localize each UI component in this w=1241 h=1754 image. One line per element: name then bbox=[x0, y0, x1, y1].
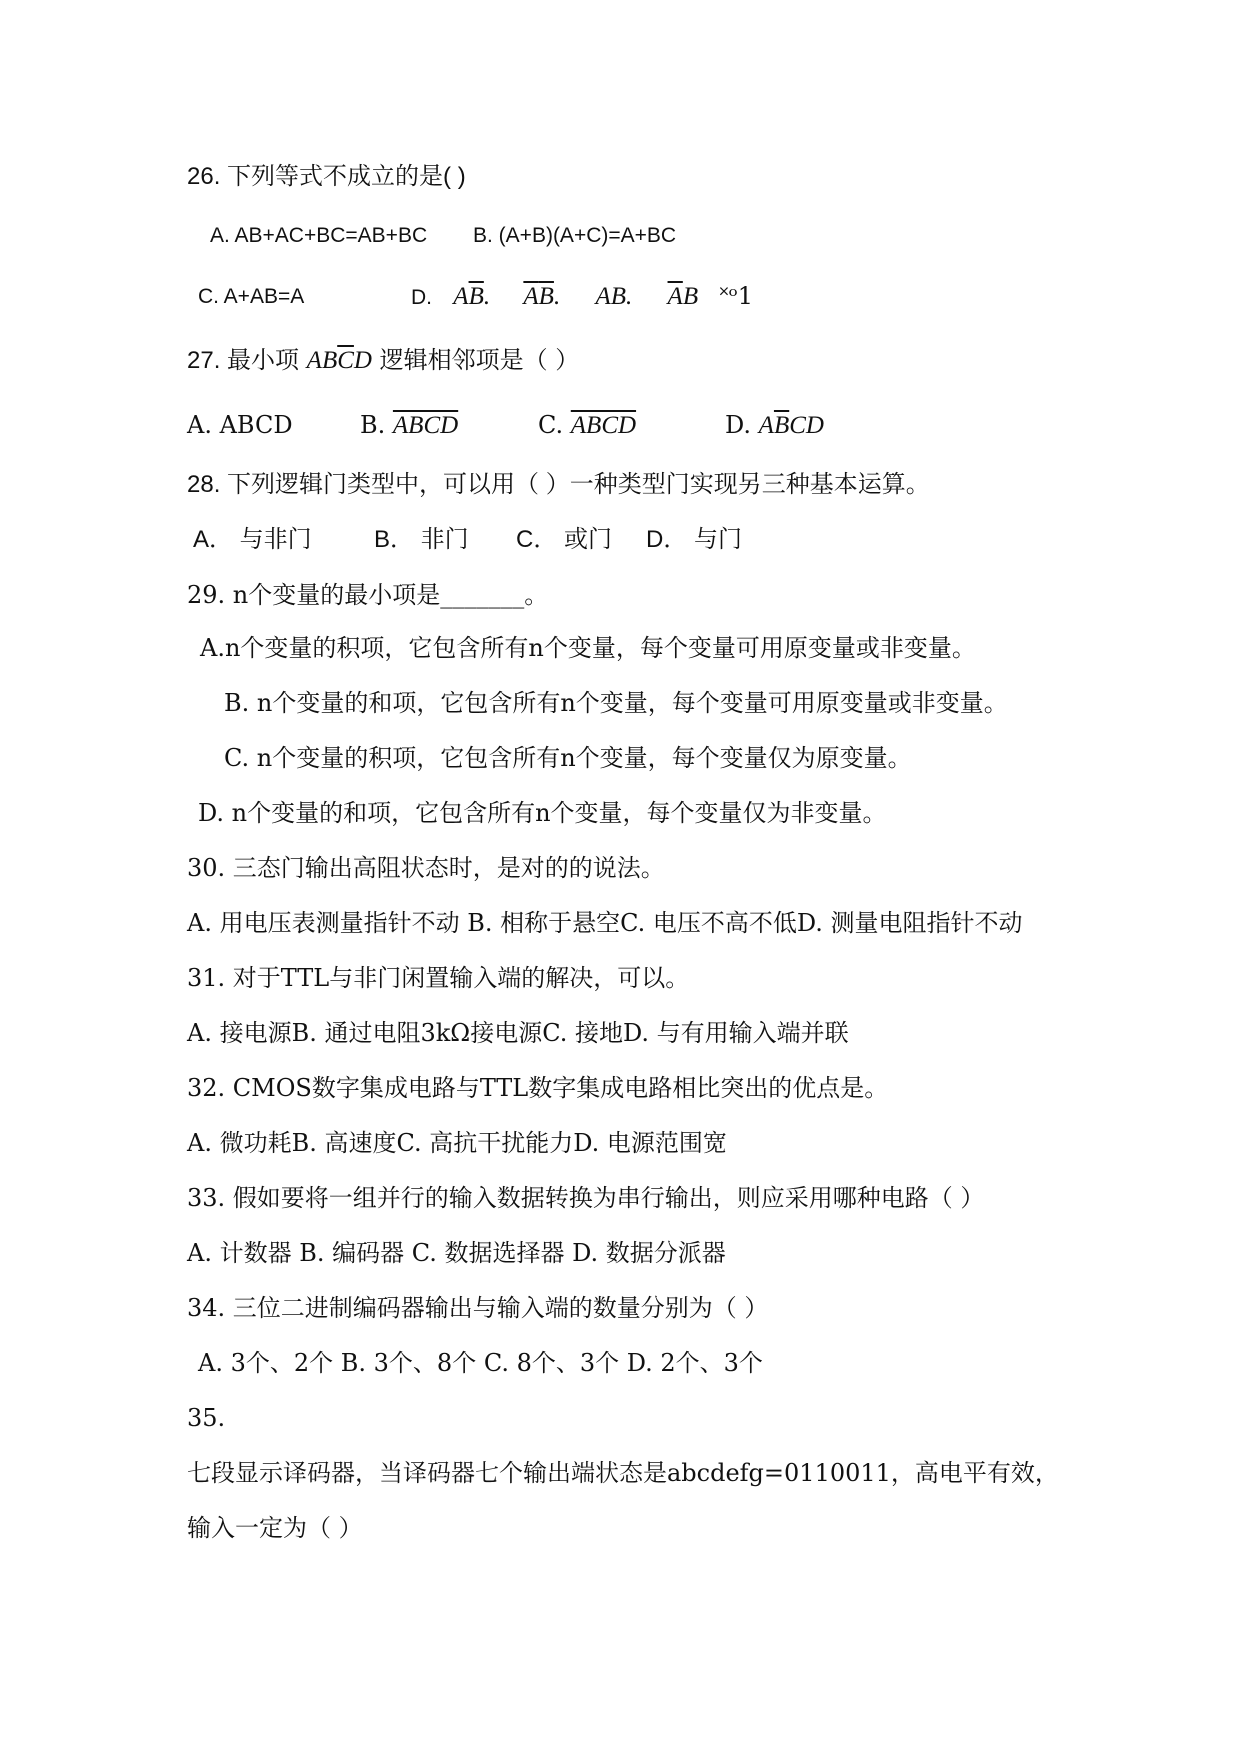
q29-option-c: C. n个变量的积项，它包含所有n个变量，每个变量仅为原变量。 bbox=[224, 744, 912, 772]
q32-options: A. 微功耗B. 高速度C. 高抗干扰能力D. 电源范围宽 bbox=[187, 1129, 727, 1157]
q27-stem: 27. 最小项 $AB\overline{C}D$ 逻辑相邻项是（ ） bbox=[187, 346, 580, 374]
q26-stem: 26. 下列等式不成立的是( ) bbox=[187, 163, 466, 190]
q29-option-b: B. n个变量的和项，它包含所有n个变量，每个变量可用原变量或非变量。 bbox=[224, 689, 1008, 717]
q26-d-term1: $A\overline{B}$. bbox=[453, 283, 491, 310]
q27-option-d: D. $A\overline{B}CD$ bbox=[725, 411, 824, 439]
q34-options: A. 3个、2个 B. 3个、8个 C. 8个、3个 D. 2个、3个 bbox=[198, 1349, 763, 1377]
q28-option-a: A． 与非门 bbox=[193, 526, 312, 553]
q26-option-c: C. A+AB=A bbox=[198, 285, 305, 308]
q31-options: A. 接电源B. 通过电阻3kΩ接电源C. 接地D. 与有用输入端并联 bbox=[187, 1019, 849, 1047]
q33-options: A. 计数器 B. 编码器 C. 数据选择器 D. 数据分派器 bbox=[187, 1239, 726, 1267]
q27-option-b: B. ABCD bbox=[360, 411, 459, 439]
q27-option-a: A. ABCD bbox=[187, 411, 293, 439]
q28-option-d: D． 与门 bbox=[646, 526, 742, 553]
q29-stem: 29. n个变量的最小项是_______。 bbox=[187, 581, 549, 609]
q26-option-a: A. AB+AC+BC=AB+BC bbox=[210, 224, 428, 247]
q29-option-a: A.n个变量的积项，它包含所有n个变量，每个变量可用原变量或非变量。 bbox=[200, 634, 976, 662]
q30-stem: 30. 三态门输出高阻状态时，是对的的说法。 bbox=[187, 854, 665, 882]
q26-d-term3: AB. bbox=[595, 283, 633, 310]
q26-d-term2: $\overline{A}\overline{B}$. bbox=[523, 283, 561, 310]
q27-term: $AB\overline{C}D$ bbox=[306, 347, 372, 374]
q30-options: A. 用电压表测量指针不动 B. 相称于悬空C. 电压不高不低D. 测量电阻指针不动 bbox=[187, 909, 1023, 937]
q29-option-d: D. n个变量的和项，它包含所有n个变量，每个变量仅为非变量。 bbox=[198, 799, 887, 827]
q26-option-d bbox=[411, 281, 753, 313]
q34-stem: 34. 三位二进制编码器输出与输入端的数量分别为（ ） bbox=[187, 1294, 769, 1322]
q32-stem: 32. CMOS数字集成电路与TTL数字集成电路相比突出的优点是。 bbox=[187, 1074, 889, 1102]
q28-stem: 28. 下列逻辑门类型中，可以用（ ）一种类型门实现另三种基本运算。 bbox=[187, 471, 930, 498]
q26-d-term4: $\overline{A}B$ bbox=[667, 283, 699, 310]
q31-stem: 31. 对于TTL与非门闲置输入端的解决，可以。 bbox=[187, 964, 690, 992]
q28-option-c: C． 或门 bbox=[516, 526, 612, 553]
q27-option-c: C. ABCD bbox=[538, 411, 637, 439]
q33-stem: 33. 假如要将一组并行的输入数据转换为串行输出，则应采用哪种电路（ ） bbox=[187, 1184, 985, 1212]
q35-stem-line1: 七段显示译码器，当译码器七个输出端状态是abcdefg=0110011，高电平有效， bbox=[187, 1459, 1059, 1487]
q26-option-b: B. (A+B)(A+C)=A+BC bbox=[473, 224, 677, 247]
q35-number: 35. bbox=[187, 1404, 226, 1432]
q26-option-d-label: D. bbox=[411, 286, 432, 309]
q26-d-tail: ˟ᵒ1 bbox=[719, 282, 754, 310]
q28-option-b: B． 非门 bbox=[374, 526, 469, 553]
q35-stem-line2: 输入一定为（ ） bbox=[187, 1514, 363, 1542]
